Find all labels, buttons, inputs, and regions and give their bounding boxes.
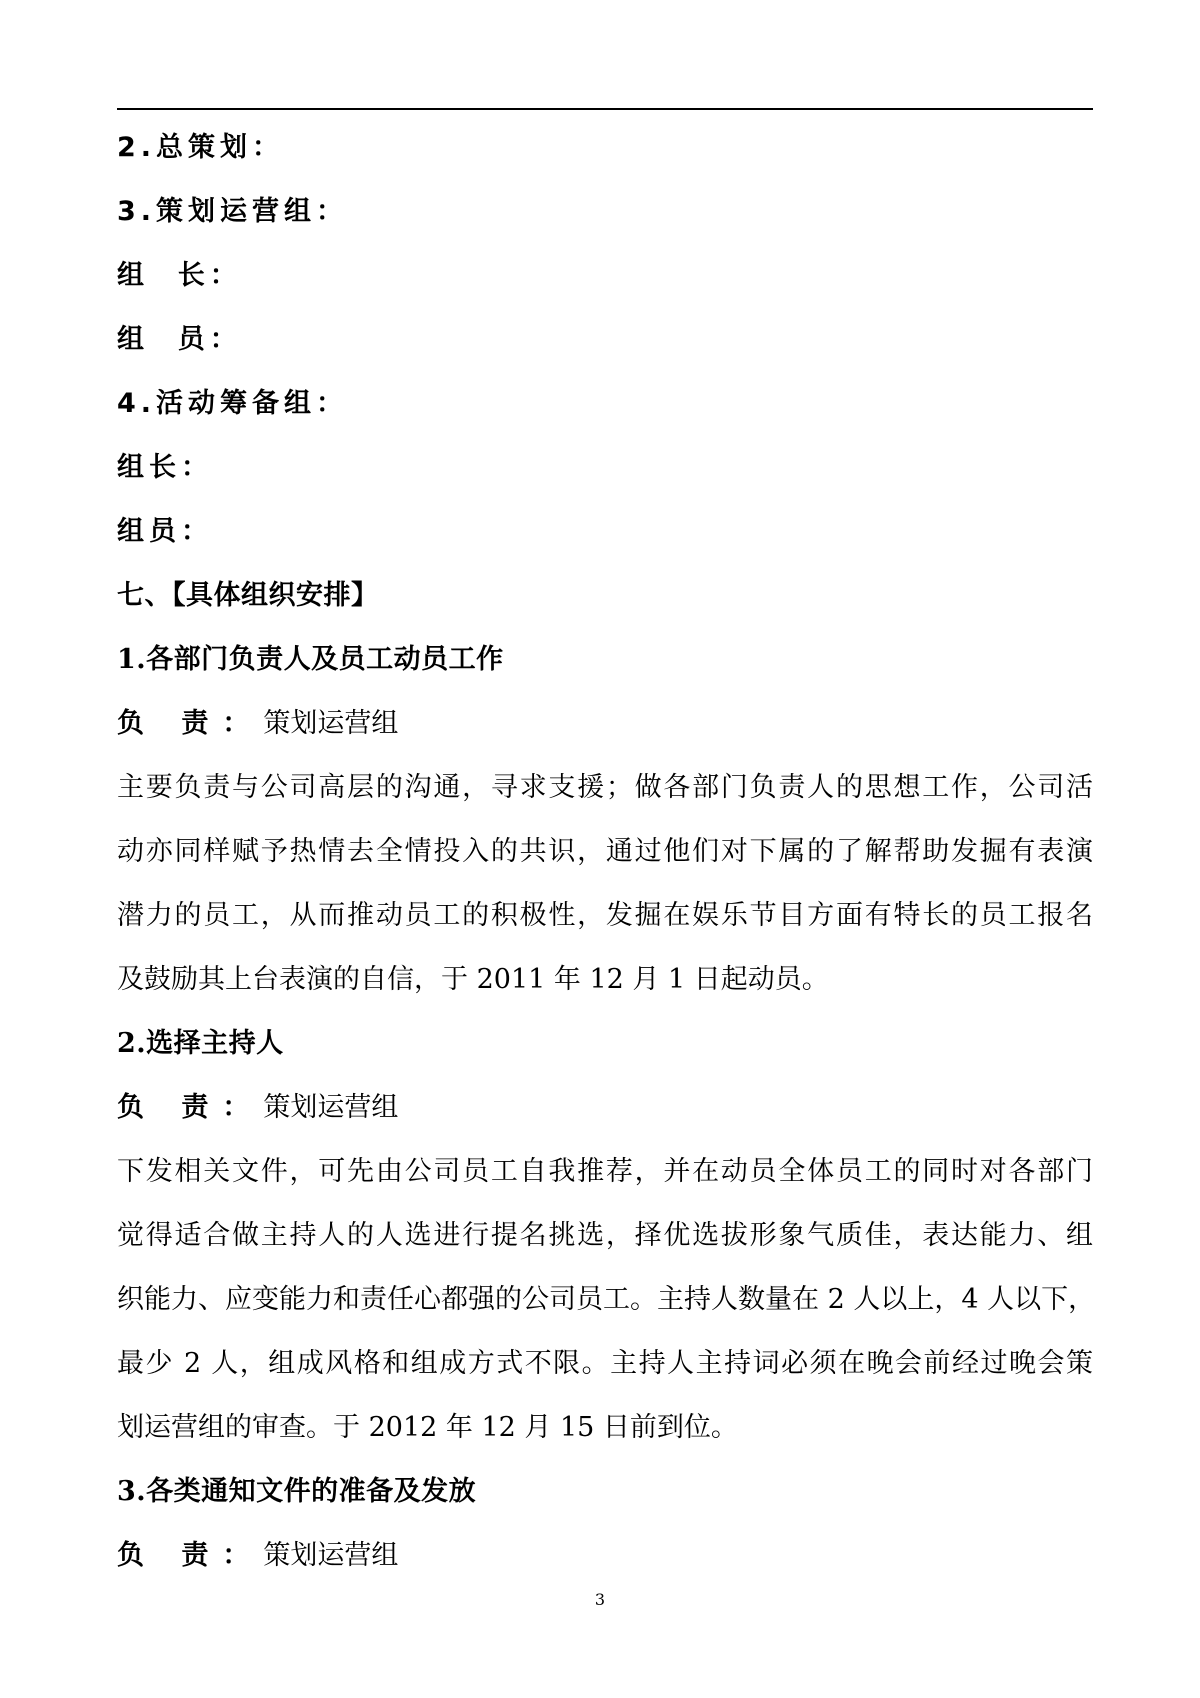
org-item-planning-ops-group: 3.策划运营组： bbox=[117, 196, 349, 227]
responsible-label: 负 责： bbox=[117, 1092, 264, 1123]
subsection-2-paragraph-line: 下发相关文件，可先由公司员工自我推荐，并在动员全体员工的同时对各部门 bbox=[117, 1156, 1093, 1187]
subsection-2-paragraph-line: 最少 2 人，组成风格和组成方式不限。主持人主持词必须在晚会前经过晚会策 bbox=[117, 1348, 1093, 1379]
responsible-value: 策划运营组 bbox=[263, 1092, 399, 1123]
org-item-chief-planner: 2.总策划： bbox=[117, 132, 285, 163]
subsection-3-responsible bbox=[117, 1542, 398, 1569]
org-item-event-prep-members: 组员： bbox=[117, 516, 213, 547]
subsection-1-responsible bbox=[117, 710, 398, 737]
responsible-value: 策划运营组 bbox=[263, 708, 399, 739]
subsection-2-paragraph-line: 划运营组的审查。于 2012 年 12 月 15 日前到位。 bbox=[117, 1412, 738, 1443]
subsection-1-paragraph-line: 及鼓励其上台表演的自信，于 2011 年 12 月 1 日起动员。 bbox=[117, 964, 829, 995]
subsection-1-paragraph-line: 潜力的员工，从而推动员工的积极性，发掘在娱乐节目方面有特长的员工报名 bbox=[117, 900, 1093, 931]
subsection-2-paragraph-line: 织能力、应变能力和责任心都强的公司员工。主持人数量在 2 人以上，4 人以下， bbox=[117, 1284, 1096, 1315]
section-heading: 七、【具体组织安排】 bbox=[117, 580, 379, 611]
org-item-event-prep-leader: 组长： bbox=[117, 452, 213, 483]
responsible-label: 负 责： bbox=[117, 708, 264, 739]
org-item-planning-ops-leader: 组 长： bbox=[117, 260, 242, 291]
org-item-event-prep-group: 4.活动筹备组： bbox=[117, 388, 349, 419]
subsection-1-paragraph-line: 主要负责与公司高层的沟通，寻求支援；做各部门负责人的思想工作，公司活 bbox=[117, 772, 1093, 803]
subsection-2-paragraph-line: 觉得适合做主持人的人选进行提名挑选，择优选拔形象气质佳，表达能力、组 bbox=[117, 1220, 1093, 1251]
org-item-planning-ops-members: 组 员： bbox=[117, 324, 242, 355]
responsible-value: 策划运营组 bbox=[263, 1540, 399, 1571]
subsection-2-responsible bbox=[117, 1094, 398, 1121]
header-rule bbox=[117, 108, 1093, 110]
subsection-1-paragraph-line: 动亦同样赋予热情去全情投入的共识，通过他们对下属的了解帮助发掘有表演 bbox=[117, 836, 1093, 867]
responsible-label: 负 责： bbox=[117, 1540, 264, 1571]
subsection-1-title: 1.各部门负责人及员工动员工作 bbox=[117, 644, 504, 675]
page-number: 3 bbox=[594, 1590, 606, 1609]
subsection-3-title: 3.各类通知文件的准备及发放 bbox=[117, 1476, 477, 1507]
subsection-2-title: 2.选择主持人 bbox=[117, 1028, 284, 1059]
